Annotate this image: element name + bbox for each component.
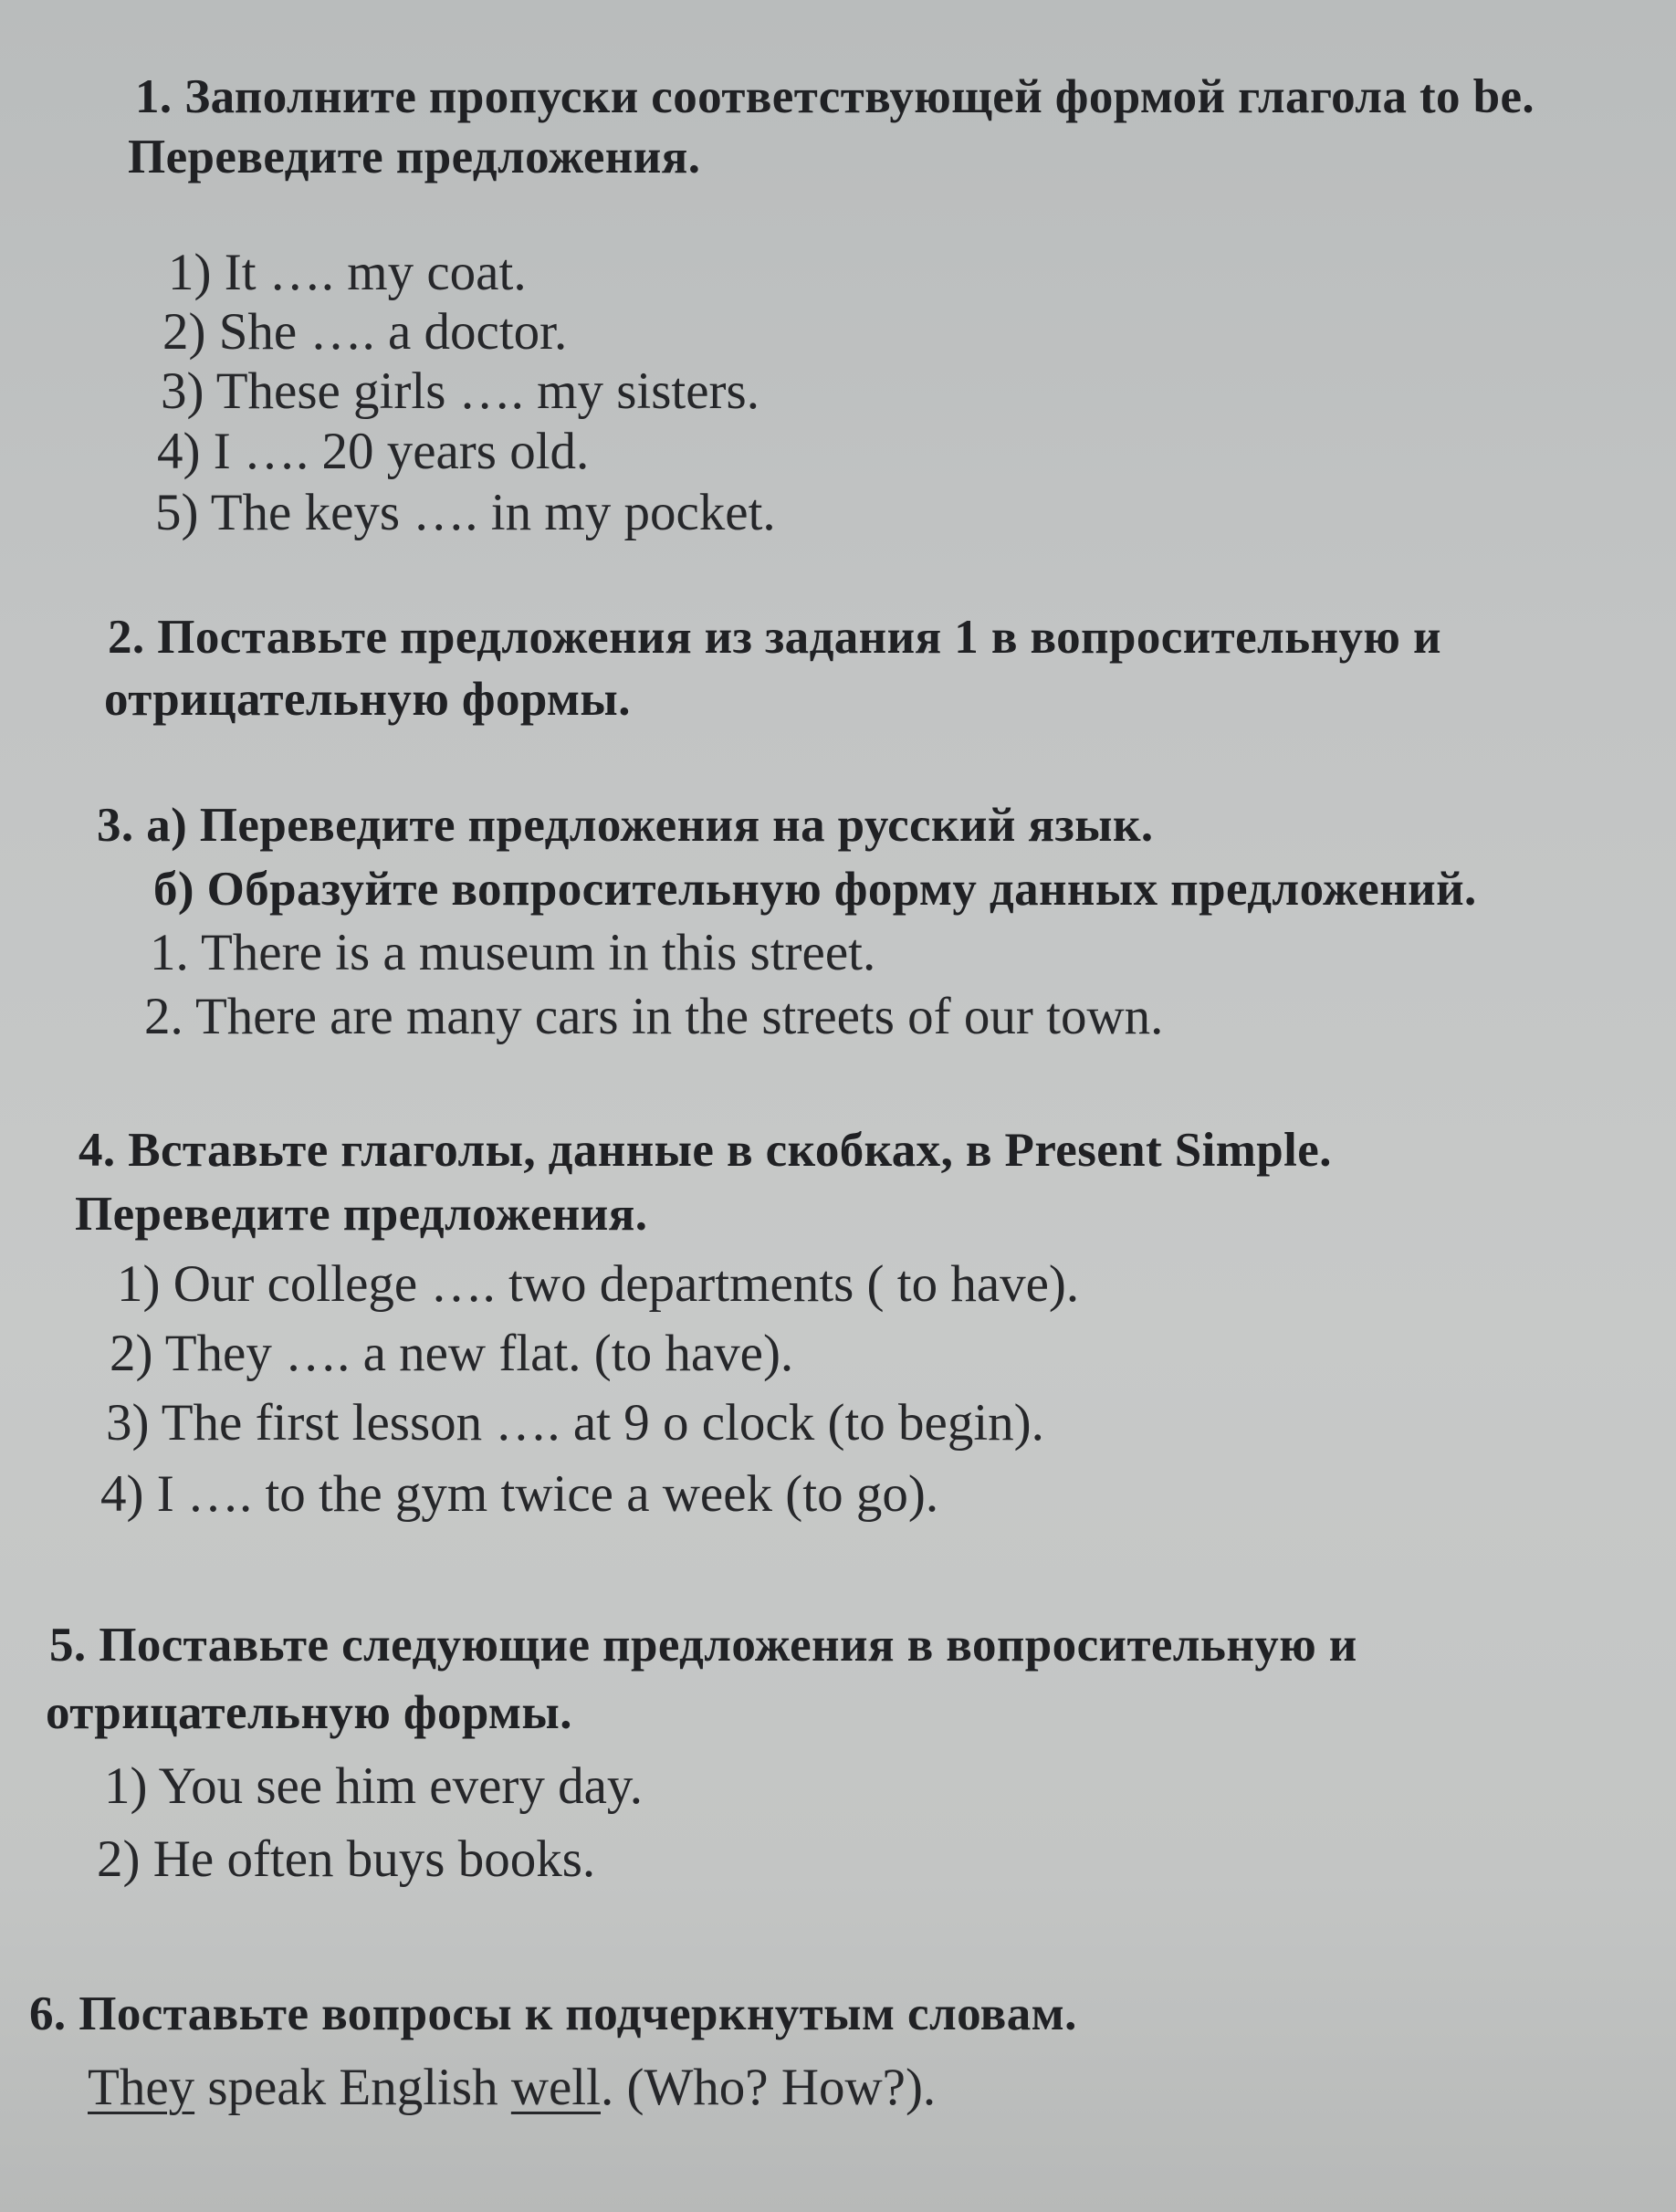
task-6-sentence: [88, 2059, 937, 2116]
task-1-item-3: 3) These girls …. my sisters.: [161, 362, 759, 420]
task-4-item-3: 3) The first lesson …. at 9 o clock (to begin).: [106, 1394, 1044, 1452]
task-5-item-1: 1) You see him every day.: [104, 1757, 643, 1815]
task-4-item-2: 2) They …. a new flat. (to have).: [110, 1325, 794, 1382]
task-4-item-4: 4) I …. to the gym twice a week (to go).: [100, 1465, 939, 1523]
task-3-item-1: 1. There is a museum in this street.: [150, 924, 876, 981]
task-1-item-4: 4) I …. 20 years old.: [157, 423, 590, 480]
task-1-item-5: 5) The keys …. in my pocket.: [155, 484, 776, 541]
task-1-heading-line-2: Переведите предложения.: [128, 131, 701, 183]
task-2-heading-line-2: отрицательную формы.: [104, 673, 631, 726]
underlined-word-well: well: [510, 2059, 601, 2116]
sentence-part-1: speak English: [194, 2059, 511, 2116]
task-5-item-2: 2) He often buys books.: [97, 1830, 596, 1888]
task-5-heading-line-2: отрицательную формы.: [46, 1686, 572, 1739]
task-5-heading-line-1: 5. Поставьте следующие предложения в вопросительную и: [49, 1619, 1357, 1672]
task-1-item-2: 2) She …. a doctor.: [162, 303, 568, 361]
task-4-item-1: 1) Our college …. two departments ( to have).: [117, 1255, 1080, 1313]
sentence-part-2: . (Who? How?).: [600, 2059, 937, 2116]
task-4-heading-line-2: Переведите предложения.: [75, 1188, 648, 1241]
task-6-heading: 6. Поставьте вопросы к подчеркнутым словам.: [29, 1987, 1077, 2040]
task-4-heading-line-1: 4. Вставьте глаголы, данные в скобках, в Present Simple.: [79, 1124, 1332, 1177]
underlined-word-they: They: [88, 2059, 195, 2116]
task-3-item-2: 2. There are many cars in the streets of our town.: [144, 988, 1164, 1045]
task-1-heading-line-1: 1. Заполните пропуски соответствующей формой глагола to be.: [135, 70, 1535, 123]
task-2-heading-line-1: 2. Поставьте предложения из задания 1 в вопросительную и: [108, 611, 1441, 664]
task-1-item-1: 1) It …. my coat.: [168, 244, 527, 301]
task-3-heading-line-2: б) Образуйте вопросительную форму данных предложений.: [153, 863, 1477, 916]
task-3-heading-line-1: 3. а) Переведите предложения на русский язык.: [97, 799, 1154, 852]
